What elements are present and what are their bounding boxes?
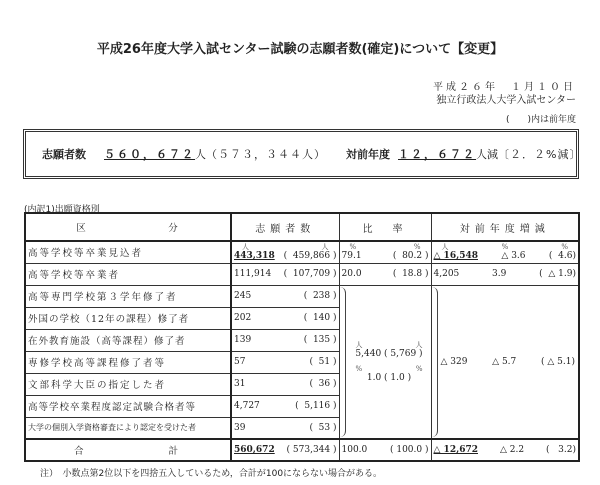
header-count: 志願者数 bbox=[231, 213, 339, 241]
group-change-pct: △ 5.7 bbox=[492, 356, 517, 367]
table-header bbox=[25, 213, 579, 241]
row-label: 高等学校等卒業見込者 bbox=[25, 241, 231, 263]
total-count: 560,672 bbox=[234, 445, 275, 455]
row-ratio-prev: 80.2 bbox=[402, 251, 423, 262]
total-label: 合 計 bbox=[25, 439, 231, 461]
row-change-pct: △ 3.6 bbox=[501, 251, 526, 262]
table-row: 高等学校等卒業者 111,914 ( 107,709 ) 20.0 ( 18.8 ) 4,205 3.9 ( △ 1.9) bbox=[25, 263, 579, 285]
unit-label: % bbox=[349, 243, 357, 252]
summary-box bbox=[23, 129, 582, 179]
summary-change-pct: 〔２．２%減〕 bbox=[498, 148, 582, 161]
table-row: 高等専門学校第３学年修了者 245 ( 238 ) 人 人 5,440 ( 5,769 ) % % 1.0 ( 1.0 ) △ 329 △ 5.7 ( △ 5.1) bbox=[25, 285, 579, 307]
subheading: (内訳1)出願資格別 bbox=[24, 205, 100, 215]
row-label: 大学の個別入学資格審査により認定を受けた者 bbox=[25, 417, 231, 439]
total-row: 合 計 560,672 ( 573,344 ) 100.0 ( 100.0 ) △ 12,672 △ 2.2 ( 3.2) bbox=[25, 439, 579, 461]
row-count: 139 bbox=[234, 335, 252, 345]
summary-count: ５６０，６７２ bbox=[104, 148, 195, 161]
total-change-pct: △ 2.2 bbox=[499, 445, 525, 455]
row-change-pct: 3.9 bbox=[492, 269, 507, 279]
row-count: 202 bbox=[234, 313, 252, 323]
unit-label: % bbox=[501, 243, 509, 252]
unit-label: 人 bbox=[321, 243, 329, 252]
applicants-table bbox=[24, 212, 580, 462]
row-ratio-prev: 18.8 bbox=[402, 269, 423, 279]
row-count: 4,727 bbox=[234, 401, 260, 411]
table-row: 外国の学校（12年の課程）修了者 202 ( 140 ) bbox=[25, 307, 579, 329]
row-label: 外国の学校（12年の課程）修了者 bbox=[25, 307, 231, 329]
row-count: 443,318 bbox=[234, 251, 275, 262]
group-change-cell: △ 329 △ 5.7 ( △ 5.1) bbox=[431, 285, 579, 439]
unit-label: % bbox=[561, 243, 568, 252]
unit-label: 人 bbox=[242, 243, 249, 252]
row-change: 4,205 bbox=[433, 269, 460, 279]
unit-label: % bbox=[355, 364, 363, 373]
summary-prev: （５７３，３４４人） bbox=[206, 148, 326, 161]
summary-change-unit: 人減 bbox=[476, 148, 498, 161]
group-ratio-prev: 1.0 bbox=[390, 372, 405, 383]
table-row: 文部科学大臣の指定した者 31 ( 36 ) bbox=[25, 373, 579, 395]
row-prev: 5,116 bbox=[304, 401, 331, 411]
summary-unit: 人 bbox=[195, 148, 206, 161]
row-change-prev: 4.6 bbox=[558, 251, 573, 262]
total-change: △ 12,672 bbox=[433, 445, 478, 455]
row-label: 文部科学大臣の指定した者 bbox=[25, 373, 231, 395]
group-ratio: 1.0 bbox=[366, 372, 382, 383]
brace-icon bbox=[432, 287, 438, 437]
total-ratio-prev: 100.0 bbox=[396, 445, 423, 455]
row-label: 高等学校卒業程度認定試験合格者等 bbox=[25, 395, 231, 417]
row-count: 57 bbox=[234, 357, 246, 367]
summary-change: １２，６７２ bbox=[398, 148, 476, 161]
summary-yoy-label: 対前年度 bbox=[346, 148, 390, 161]
header-ratio: 比 率 bbox=[339, 213, 431, 241]
group-change-prev: △ 5.1 bbox=[547, 356, 572, 367]
group-prev: 5,769 bbox=[390, 348, 417, 359]
row-label: 高等専門学校第３学年修了者 bbox=[25, 285, 231, 307]
unit-label: 人 bbox=[441, 243, 449, 252]
row-count: 245 bbox=[234, 291, 252, 301]
row-ratio: 79.1 bbox=[341, 251, 362, 262]
row-prev: 51 bbox=[318, 357, 331, 367]
unit-label: 人 bbox=[415, 340, 423, 349]
table-row: 専修学校高等課程修了者等 57 ( 51 ) bbox=[25, 351, 579, 373]
page-title: 平成26年度大学入試センター試験の志願者数(確定)について【変更】 bbox=[96, 42, 504, 57]
row-prev: 135 bbox=[312, 335, 331, 345]
unit-label: % bbox=[415, 364, 423, 373]
row-count: 111,914 bbox=[234, 269, 272, 279]
row-prev: 53 bbox=[318, 422, 331, 433]
summary-label: 志願者数 bbox=[42, 148, 86, 161]
footnote: 注） 小数点第2位以下を四捨五入しているため，合計が100にならない場合がある。 bbox=[40, 469, 383, 479]
date: 平成２６年 １月１０日 bbox=[433, 82, 576, 93]
row-prev: 238 bbox=[312, 291, 331, 301]
header-change: 対前年度増減 bbox=[431, 213, 579, 241]
row-count: 31 bbox=[234, 379, 246, 389]
row-label: 在外教育施設（高等課程）修了者 bbox=[25, 329, 231, 351]
table-row: 在外教育施設（高等課程）修了者 139 ( 135 ) bbox=[25, 329, 579, 351]
row-prev: 459,866 bbox=[292, 251, 331, 262]
total-change-prev: 3.2 bbox=[558, 445, 573, 455]
total-prev: 573,344 bbox=[292, 445, 331, 455]
row-change: △ 16,548 bbox=[433, 251, 478, 262]
unit-label: 人 bbox=[355, 340, 363, 349]
table-row: 大学の個別入学資格審査により認定を受けた者 39 ( 53 ) bbox=[25, 417, 579, 439]
unit-label: % bbox=[413, 243, 421, 252]
row-ratio: 20.0 bbox=[341, 269, 362, 279]
group-change: △ 329 bbox=[440, 356, 468, 367]
row-count: 39 bbox=[234, 422, 246, 433]
total-ratio: 100.0 bbox=[341, 445, 368, 455]
row-prev: 36 bbox=[318, 379, 331, 389]
row-label: 専修学校高等課程修了者等 bbox=[25, 351, 231, 373]
previous-year-note: ( )内は前年度 bbox=[505, 115, 576, 125]
row-change-prev: △ 1.9 bbox=[548, 269, 573, 279]
group-ratio-cell: 人 人 5,440 ( 5,769 ) % % 1.0 ( 1.0 ) bbox=[339, 285, 431, 439]
row-label: 高等学校等卒業者 bbox=[25, 263, 231, 285]
organization: 独立行政法人大学入試センター bbox=[436, 95, 576, 106]
table-row: 高等学校等卒業見込者 人 人 443,318 ( 459,866 ) % % 79.1 ( 80.2 ) 人 % % △ 16,548 △ 3.6 ( 4.6) bbox=[25, 241, 579, 263]
group-count: 5,440 bbox=[355, 348, 382, 359]
brace-icon bbox=[340, 287, 346, 437]
header-category: 区 分 bbox=[25, 213, 231, 241]
row-prev: 140 bbox=[312, 313, 331, 323]
row-prev: 107,709 bbox=[292, 269, 331, 279]
table-row: 高等学校卒業程度認定試験合格者等 4,727 ( 5,116 ) bbox=[25, 395, 579, 417]
